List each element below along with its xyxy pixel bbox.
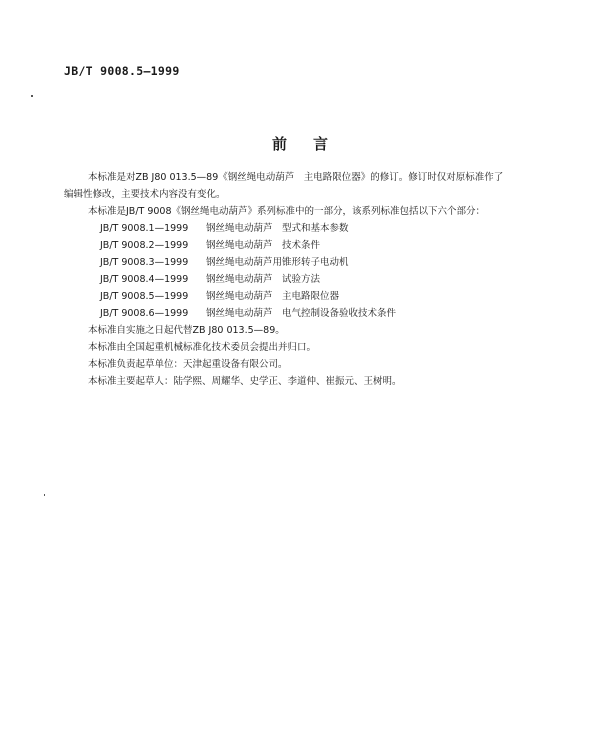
series-item-title: 钢丝绳电动葫芦 试验方法 xyxy=(206,274,321,285)
series-item-code: JB/T 9008.6—1999 xyxy=(100,308,189,319)
series-item-code: JB/T 9008.5—1999 xyxy=(100,291,189,302)
paragraph-drafting-unit: 本标准负责起草单位：天津起重设备有限公司。 xyxy=(88,359,288,370)
series-item-title: 钢丝绳电动葫芦 主电路限位器 xyxy=(206,291,340,302)
scan-speck xyxy=(31,95,33,97)
paragraph-series-intro: 本标准是JB/T 9008《钢丝绳电动葫芦》系列标准中的一部分，该系列标准包括以下六个部分： xyxy=(88,206,486,217)
paragraph-replacement: 本标准自实施之日起代替ZB J80 013.5—89。 xyxy=(88,325,285,336)
series-item-code: JB/T 9008.4—1999 xyxy=(100,274,189,285)
page-title: 前言 xyxy=(271,135,354,153)
paragraph-revision-line1: 本标准是对ZB J80 013.5—89《钢丝绳电动葫芦 主电路限位器》的修订。修订时仅对原标准作了 xyxy=(88,172,504,183)
series-item xyxy=(100,223,349,235)
standard-code-header: JB/T 9008.5—1999 xyxy=(64,64,180,78)
series-item xyxy=(100,240,320,252)
series-item xyxy=(100,308,396,320)
series-item-title: 钢丝绳电动葫芦 型式和基本参数 xyxy=(206,223,349,234)
series-item xyxy=(100,257,349,269)
series-item-code: JB/T 9008.1—1999 xyxy=(100,223,189,234)
paragraph-drafters: 本标准主要起草人：陆学熙、周耀华、史学正、李道仲、崔振元、王树明。 xyxy=(88,376,402,387)
series-item-code: JB/T 9008.2—1999 xyxy=(100,240,189,251)
scan-speck xyxy=(44,494,45,496)
paragraph-revision-line2: 编辑性修改，主要技术内容没有变化。 xyxy=(64,189,226,200)
series-item xyxy=(100,291,339,303)
series-item-title: 钢丝绳电动葫芦 电气控制设备验收技术条件 xyxy=(206,308,397,319)
series-item-title: 钢丝绳电动葫芦用锥形转子电动机 xyxy=(206,257,349,268)
paragraph-proposer: 本标准由全国起重机械标准化技术委员会提出并归口。 xyxy=(88,342,317,353)
series-item xyxy=(100,274,320,286)
series-item-title: 钢丝绳电动葫芦 技术条件 xyxy=(206,240,321,251)
series-item-code: JB/T 9008.3—1999 xyxy=(100,257,189,268)
